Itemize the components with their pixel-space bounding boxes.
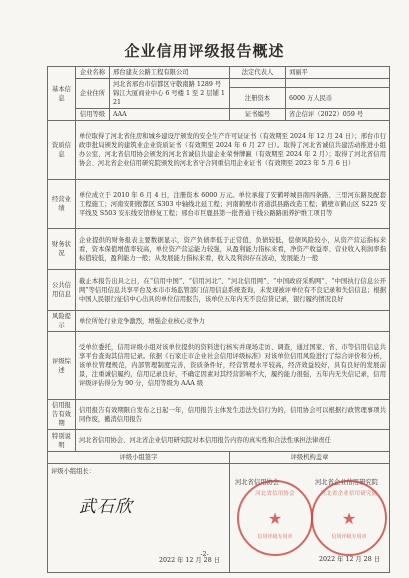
validity-text: 信用报告有效期限自发布之日起一年，信用报告主体发生违法失信行为的，信用协会可以根据行政管理事项共同作废，撤消信用报告 xyxy=(76,400,390,430)
special-note-text: 河北省信用协会、河北省企业信用研究院对本信用报告内容的真实性和合法性承担法律责任 xyxy=(76,430,390,452)
summary-text: 受单位委托，信用评级小组对该单位提供的资料进行核实并现场走访、调查，通过国家、省、市等信用信息共享平台查询其信用记录。依据《石家庄市企业社会信用评级标准》对该单位信用风险进行了综合评价和分析，该单位管理规范，内部管理制度完善，资质条件好，经营管理水平较高，经济效益较好，具有良好的发展前景，注重诚信履约，信用记录良好，不确定因素对其经营影响不大，履约能力很强，五年内无失信记录，信用评级评估得分为 90 分，信用等级为 AAA 级 xyxy=(76,332,390,400)
report-table xyxy=(47,66,390,573)
public-credit-label: 公共信用信息 xyxy=(48,270,76,311)
leader-signature: 武石欣 xyxy=(79,497,133,517)
risk-text: 单位所处行业竞争激烈，增强企业核心竞争力 xyxy=(76,311,390,332)
qualification-text: 单位取得了河北省住房和城乡建设厅颁发的安全生产许可证证书（有效期至 2024 年 12 月 24 日）；邢台市行政审批局颁发的建筑业企业资质证书（有效期至 2024 年 6 月 27 日）。取得了河北省诚信共建活动推进小组办公室、河北省信用协会颁发的河北省诚信共建企业荣誉牌匾（有效期至 2024 年 2 月）；取得了河北省信用协会、河北省企业信用研究院颁发的河北省守合同重信用企业证书（有效期至 2023 年 5 月 6 日） xyxy=(76,121,390,180)
org-institute-name: 河北省企业信用研究院 xyxy=(315,479,378,486)
summary-row xyxy=(48,332,390,400)
qualification-label: 资质信息 xyxy=(48,121,76,180)
star-icon: ★ xyxy=(267,508,283,528)
address-label: 企业住所 xyxy=(76,79,110,109)
institute-seal-text: 河北省企业信用研究院 xyxy=(320,491,378,497)
company-row xyxy=(48,67,390,79)
finance-label: 财务状况 xyxy=(48,229,76,270)
association-seal xyxy=(237,480,313,556)
page-number: -2- xyxy=(200,551,209,558)
address-row xyxy=(48,79,390,88)
legal-rep-label: 法定代表人 xyxy=(230,67,286,79)
rating-row xyxy=(48,109,390,121)
page-title: 企业信用评级报告概述 xyxy=(124,42,285,60)
legal-rep-value: 刘丽平 xyxy=(286,67,390,79)
team-sign-header: 评级小组签字 xyxy=(48,452,230,464)
validity-row xyxy=(48,400,390,430)
cert-value: 省企信评（2022）059 号 xyxy=(286,109,390,121)
address-value: 河北省邢台市信都区守敬南路 1289 号锦江大厦商业中心 6 号楼 1 至 2 层铺 121 xyxy=(110,79,230,109)
risk-row xyxy=(48,311,390,332)
finance-text: 企业提供的财务报表主要数据显示，资产负债率低于正常值，负债较低，偿债风险较小，从资产营运指标来看，资本保值增值率较高，单位资产营运能力较强，从盈利能力指标来看，净资产收益率、营业收入利润率指标值较低，盈利能力一般；从发展能力指标来看，收入及利润存在波动，发展能力一般 xyxy=(76,229,390,270)
signoff-header-row xyxy=(48,452,390,464)
cert-label: 证书编号 xyxy=(230,109,286,121)
basic-section-label: 基本信息 xyxy=(48,67,76,121)
special-note-label: 特别说明 xyxy=(48,430,76,452)
special-note-row xyxy=(48,430,390,452)
validity-label: 信用报告有效期 xyxy=(48,400,76,430)
summary-label: 评级综述 xyxy=(48,332,76,400)
institute-seal xyxy=(311,480,387,556)
org-stamp-date: 2022 年 12 月 28 日 xyxy=(319,556,380,563)
rating-value: AAA xyxy=(110,109,230,121)
team-leader-label: 评级小组组长： xyxy=(51,468,96,475)
qualification-row xyxy=(48,121,390,180)
performance-label: 经营业绩 xyxy=(48,180,76,229)
company-label: 企业名称 xyxy=(76,67,110,79)
org-association-name: 河北省信用协会 xyxy=(235,479,280,486)
finance-row xyxy=(48,229,390,270)
star-icon: ★ xyxy=(341,508,357,528)
public-credit-row xyxy=(48,270,390,311)
company-value: 邢台建友公路工程有限公司 xyxy=(110,67,230,79)
association-seal-sub: 信用评级专用章 xyxy=(257,534,293,540)
capital-label: 注册资本 xyxy=(230,88,286,109)
public-credit-text: 截止本报告出具之日，在“信用中国”、“信用河北”、“河北信用网”、“中国政府采购网”、“中国执行信息公开网”等信用信息共享平台及本市市场监管部门信用信息系统查询，未发现被评单位有不良记录和失信信息；根据中国人民银行征信中心出具的单位信用报告，该单位五年内无不良信贷记录，银行履约情况良好 xyxy=(76,270,390,311)
performance-row xyxy=(48,180,390,229)
performance-text: 单位成立于 2010 年 6 月 4 日，注册资本 6000 万元。单位承接了安鹤呼城县南四条路、三里河东路及配套工程施工；河南安阳殷都区 S303 中轴线北延工程；河南鹤壁市省道淇县路改造工程；鹤壁市鹤山区 S225 安平线及 S503 安东线安馆修复工程；邢台市巨鹿县第一批普通干线公路路面养护维工项目等 xyxy=(76,180,390,229)
capital-value: 6000 万人民币 xyxy=(286,88,390,109)
org-stamp-header: 评级机构盖章 xyxy=(230,452,390,464)
association-seal-text: 河北省信用协会 xyxy=(255,491,295,497)
risk-label: 风险提示 xyxy=(48,311,76,332)
rating-label: 信用等级 xyxy=(76,109,110,121)
team-sign-date: 2022 年 12 月 28 日 xyxy=(159,557,220,564)
institute-seal-sub: 信用评级专用章 xyxy=(331,534,367,540)
